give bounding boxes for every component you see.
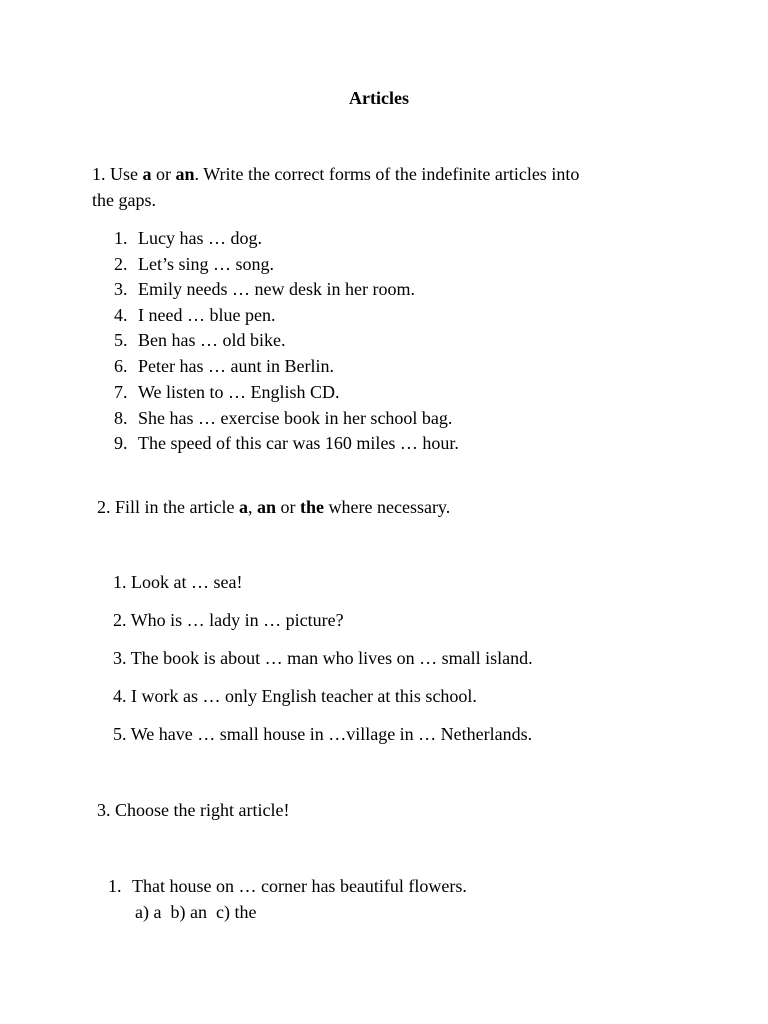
list-item: 8. She has … exercise book in her school bag. [114,408,453,428]
list-item: 4. I need … blue pen. [114,305,276,325]
list-item: 7. We listen to … English CD. [114,382,340,402]
list-item: 9. The speed of this car was 160 miles … hour. [114,433,459,453]
list-item: 2. Who is … lady in … picture? [113,610,344,630]
list-item: 5. We have … small house in …village in … Netherlands. [113,724,533,744]
section-2-number: 2. [97,497,111,517]
list-item: 5. Ben has … old bike. [114,330,286,350]
list-item: 2. Let’s sing … song. [114,254,275,274]
list-item: 1. Look at … sea! [113,572,243,592]
list-item: 3. The book is about … man who lives on … small island. [113,648,533,668]
section-1-number: 1. [92,164,106,184]
list-item: 6. Peter has … aunt in Berlin. [114,356,334,376]
section-1-instruction: 1. Use a or an. Write the correct forms of the indefinite articles into [92,164,580,184]
list-item: 3. Emily needs … new desk in her room. [114,279,415,299]
section-2-instruction: 2. Fill in the article a, an or the where necessary. [97,497,451,517]
list-item: 1. Lucy has … dog. [114,228,262,248]
page-title: Articles [349,88,409,108]
section-3-instruction: 3. Choose the right article! [97,800,290,820]
section-3-number: 3. [97,800,111,820]
list-item: 1. That house on … corner has beautiful flowers. [108,876,467,896]
section-1-instruction-line2: the gaps. [92,190,156,210]
answer-options: a) a b) an c) the [135,902,257,922]
list-item: 4. I work as … only English teacher at this school. [113,686,477,706]
